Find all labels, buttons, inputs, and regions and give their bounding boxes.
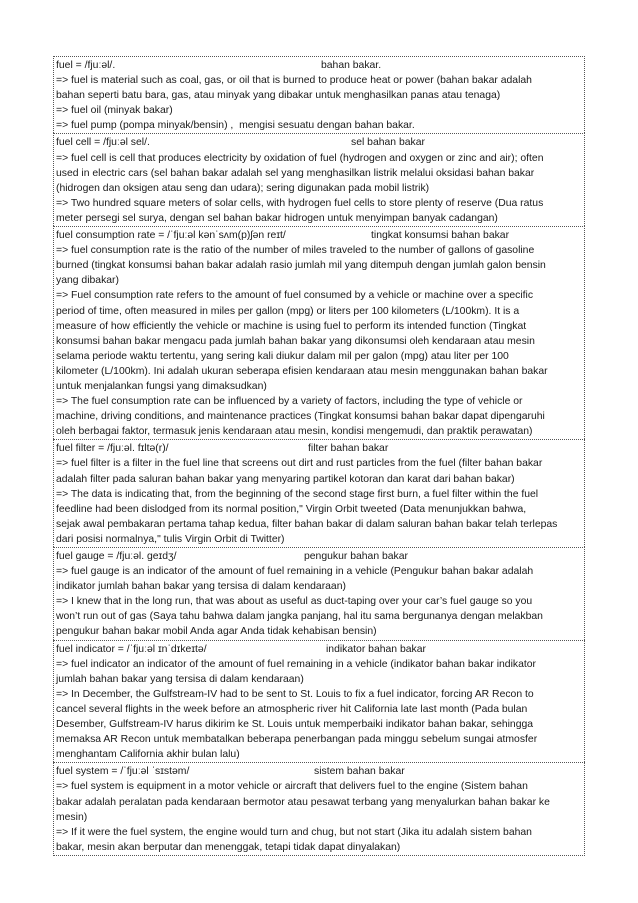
entry-text-line: => fuel is material such as coal, gas, or oil that is burned to produce heat or power (bahan bakar adalah bbox=[56, 75, 532, 87]
entry-text-line: dari posisi normalnya," tulis Virgin Orbit di Twitter) bbox=[56, 533, 285, 545]
dictionary-entry bbox=[53, 439, 585, 547]
document-page bbox=[53, 56, 585, 856]
entry-text-line: sejak awal pembakaran pertama tahap kedua, filter bahan bakar di dalam saluran bahan bakar telah terlepas bbox=[56, 518, 558, 530]
entry-heading bbox=[56, 441, 582, 456]
dictionary-entry bbox=[53, 547, 585, 640]
dictionary-entry bbox=[53, 640, 585, 763]
entry-heading bbox=[56, 764, 582, 779]
entry-text-line: won’t run out of gas (Saya tahu bahwa dalam jangka panjang, hal itu sama bergunanya dengan melakban bbox=[56, 611, 543, 623]
entry-text-line: period of time, often measured in miles per gallon (mpg) or liters per 100 kilometers (L/100km). It is a bbox=[56, 305, 520, 317]
dictionary-entry bbox=[53, 762, 585, 856]
entry-text-line: cancel several flights in the week before an atmospheric river hit California late last month (Pada bulan bbox=[56, 703, 528, 715]
entry-text-line: jumlah bahan bakar yang tersisa di dalam kendaraan) bbox=[56, 673, 304, 685]
entry-text-line: machine, driving conditions, and maintenance practices (Tingkat konsumsi bahan bakar dapat dipengaruhi bbox=[56, 411, 545, 423]
entry-text-line: untuk menjalankan fungsi yang dimaksudkan) bbox=[56, 380, 267, 392]
headword-translation: bahan bakar. bbox=[321, 60, 382, 71]
entry-text-line: bahan seperti batu bara, gas, atau minyak yang dibakar untuk menghasilkan panas atau tenaga) bbox=[56, 90, 501, 102]
entry-text-line: => In December, the Gulfstream-IV had to be sent to St. Louis to fix a fuel indicator, forcing AR Recon to bbox=[56, 688, 534, 700]
entry-text-line: used in electric cars (sel bahan bakar adalah sel yang menghasilkan listrik melalui oksidasi bahan bakar bbox=[56, 167, 535, 179]
entry-text-line: mesin) bbox=[56, 811, 88, 823]
entry-text-line: => fuel gauge is an indicator of the amount of fuel remaining in a vehicle (Pengukur bahan bakar adalah bbox=[56, 566, 534, 578]
headword-translation: filter bahan bakar bbox=[308, 443, 389, 455]
entry-text-line: memaksa AR Recon untuk membatalkan beberapa penerbangan pada minggu sebelum sungai atmosfer bbox=[56, 734, 538, 746]
entry-text-line: => fuel consumption rate is the ratio of the number of miles traveled to the number of gallons of gasoline bbox=[56, 245, 535, 257]
entry-text-line: bakar, mesin akan berputar dan menenggak, tetapi tidak dapat dinyalakan) bbox=[56, 841, 401, 853]
dictionary-entry bbox=[53, 56, 585, 133]
entry-text-line: => fuel cell is cell that produces electricity by oxidation of fuel (hydrogen and oxygen or zinc and air); often bbox=[56, 152, 544, 164]
entry-text-line: measure of how efficiently the vehicle or machine is using fuel to perform its intended function (Tingkat bbox=[56, 320, 527, 332]
headword-translation: sistem bahan bakar bbox=[314, 766, 405, 778]
headword-translation: indikator bahan bakar bbox=[326, 643, 426, 655]
entry-text-line: => fuel filter is a filter in the fuel line that screens out dirt and rust particles from the fuel (filter bahan bakar bbox=[56, 458, 543, 470]
entry-heading bbox=[56, 58, 582, 73]
dictionary-entry bbox=[53, 133, 585, 226]
entry-heading bbox=[56, 135, 582, 150]
entry-text-line: burned (tingkat konsumsi bahan bakar adalah rasio jumlah mil yang ditempuh dengan jumlah galon bensin bbox=[56, 260, 546, 272]
entry-text-line: yang dibakar) bbox=[56, 275, 119, 287]
entry-text-line: oleh berbagai faktor, termasuk jenis kendaraan atau mesin, kondisi mengemudi, dan praktik perawatan) bbox=[56, 426, 533, 438]
headword: fuel filter = /fjuːəl. fɪltə(r)/ bbox=[56, 443, 169, 455]
entry-text-line: kilometer (L/100km). Ini adalah ukuran seberapa efisien kendaraan atau mesin menggunakan bahan bakar bbox=[56, 365, 548, 377]
entry-text-line: selama periode waktu tertentu, yang sering kali diukur dalam mil per galon (mpg) atau liter per 100 bbox=[56, 350, 509, 362]
entry-text-line: => fuel pump (pompa minyak/bensin) , mengisi sesuatu dengan bahan bakar. bbox=[56, 120, 415, 132]
headword-translation: tingkat konsumsi bahan bakar bbox=[371, 230, 510, 242]
entry-text-line: indikator jumlah bahan bakar yang tersisa di dalam kendaraan) bbox=[56, 581, 346, 593]
entry-heading bbox=[56, 642, 582, 657]
headword: fuel consumption rate = /ˈfjuːəl kənˈsʌm(p)ʃən reɪt/ bbox=[56, 230, 286, 242]
entry-text-line: bakar adalah peralatan pada kendaraan bermotor atau pesawat terbang yang menyalurkan bahan bakar ke bbox=[56, 796, 550, 808]
entry-text-line: konsumsi bahan bakar mengacu pada jumlah bahan bakar yang dikonsumsi oleh kendaraan atau mesin bbox=[56, 335, 535, 347]
entry-text-line: meter persegi sel surya, dengan sel bahan bakar hidrogen untuk menyimpan banyak cadangan) bbox=[56, 212, 498, 224]
entry-text-line: => Two hundred square meters of solar cells, with hydrogen fuel cells to store plenty of reserve (Dua ratus bbox=[56, 197, 544, 209]
headword: fuel cell = /fjuːəl sel/. bbox=[56, 137, 150, 149]
entry-text-line: adalah filter pada saluran bahan bakar yang menyaring partikel kotoran dan karat dari bahan bakar) bbox=[56, 473, 515, 485]
headword-translation: sel bahan bakar bbox=[351, 137, 425, 149]
entry-heading bbox=[56, 228, 582, 243]
entry-text-line: => Fuel consumption rate refers to the amount of fuel consumed by a vehicle or machine over a specific bbox=[56, 290, 534, 302]
headword: fuel gauge = /fjuːəl. ɡeɪdʒ/ bbox=[56, 551, 177, 562]
entry-text-line: => If it were the fuel system, the engine would turn and chug, but not start (Jika itu adalah sistem bahan bbox=[56, 826, 532, 838]
entry-heading bbox=[56, 549, 582, 564]
entry-text-line: menghantam California akhir bulan lalu) bbox=[56, 749, 240, 761]
entry-text-line: pengukur bahan bakar mobil Anda agar Anda tidak kehabisan bensin) bbox=[56, 626, 377, 638]
entry-text-line: => fuel oil (minyak bakar) bbox=[56, 105, 173, 117]
dictionary-entry bbox=[53, 226, 585, 439]
headword: fuel = /fjuːəl/. bbox=[56, 60, 116, 71]
headword: fuel indicator = /ˈfjuːəl ɪnˈdɪkeɪtə/ bbox=[56, 643, 207, 655]
entry-text-line: feedline had been dislodged from its normal position," Virgin Orbit tweeted (Data menunjukkan bahwa, bbox=[56, 503, 527, 515]
entry-text-line: => The fuel consumption rate can be influenced by a variety of factors, including the type of vehicle or bbox=[56, 396, 523, 408]
headword: fuel system = /ˈfjuːəl ˈsɪstəm/ bbox=[56, 766, 190, 778]
headword-translation: pengukur bahan bakar bbox=[304, 551, 408, 562]
entry-text-line: => fuel system is equipment in a motor vehicle or aircraft that delivers fuel to the engine (Sistem bahan bbox=[56, 781, 528, 793]
entry-text-line: => I knew that in the long run, that was about as useful as duct-taping over your car’s fuel gauge so you bbox=[56, 596, 533, 608]
entry-text-line: => fuel indicator an indicator of the amount of fuel remaining in a vehicle (indikator bahan bakar indikator bbox=[56, 658, 536, 670]
entry-text-line: => The data is indicating that, from the beginning of the second stage first burn, a fuel filter within the fuel bbox=[56, 488, 539, 500]
entry-text-line: Desember, Gulfstream-IV harus dikirim ke St. Louis untuk memperbaiki indikator bahan bakar, sehingga bbox=[56, 719, 534, 731]
entry-text-line: (hidrogen dan oksigen atau seng dan udara); sering digunakan pada mobil listrik) bbox=[56, 182, 430, 194]
